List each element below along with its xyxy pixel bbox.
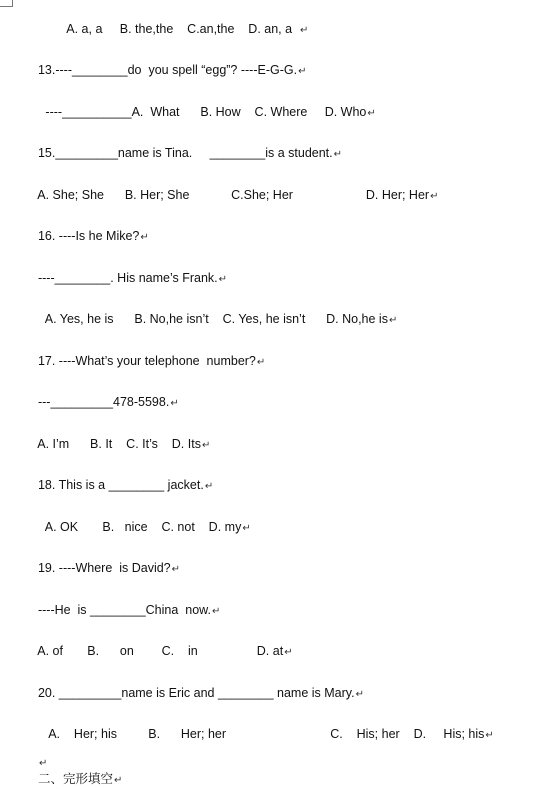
paragraph-mark: ↵ <box>140 232 149 243</box>
paragraph-mark: ↵ <box>201 440 211 451</box>
paragraph-mark: ↵ <box>218 274 228 285</box>
paragraph-mark: ↵ <box>300 25 309 36</box>
paragraph-mark: ↵ <box>430 191 439 202</box>
paragraph-mark: ↵ <box>113 775 123 786</box>
paragraph-mark: ↵ <box>204 481 214 492</box>
paragraph-mark: ↵ <box>298 66 307 77</box>
q19-options: A. of B. on C. in D. at↵ <box>37 644 293 658</box>
q13-question: 13.----________do you spell “egg”? ----E-G-G.↵ <box>37 63 307 77</box>
q13-options: ----__________A. What B. How C. Where D. Who↵ <box>41 105 376 119</box>
paragraph-mark: ↵ <box>256 357 266 368</box>
paragraph-mark: ↵ <box>367 108 376 119</box>
paragraph-mark: ↵ <box>284 647 293 658</box>
q19-question: 19. ----Where is David?↵ <box>37 561 181 575</box>
paragraph-mark: ↵ <box>333 149 343 160</box>
q17-options: A. I’m B. It C. It’s D. Its↵ <box>37 437 211 451</box>
q16-question: 16. ----Is he Mike?↵ <box>37 229 149 243</box>
q20-question: 20. _________name is Eric and ________ name is Mary.↵ <box>37 686 364 700</box>
paragraph-mark: ↵ <box>355 689 364 700</box>
paragraph-mark: ↵ <box>171 564 181 575</box>
section-heading-cloze: 二、完形填空↵ <box>37 772 123 786</box>
q12-options: A. a, a B. the,the C.an,the D. an, a ↵ <box>66 22 309 36</box>
q15-options: A. She; She B. Her; She C.She; Her D. Her; Her↵ <box>37 188 439 202</box>
paragraph-mark: ↵ <box>485 730 494 741</box>
q18-options: A. OK B. nice C. not D. my↵ <box>41 520 251 534</box>
q20-options: A. Her; his B. Her; her C. His; her D. His; his↵ <box>41 727 494 741</box>
q15-question: 15._________name is Tina. ________is a student.↵ <box>37 146 343 160</box>
q16-options: A. Yes, he is B. No,he isn’t C. Yes, he isn’t D. No,he is↵ <box>41 312 398 326</box>
paragraph-mark: ↵ <box>242 523 251 534</box>
paragraph-mark: ↵ <box>170 398 179 409</box>
q17-answer: ---_________478-5598.↵ <box>37 395 179 409</box>
paragraph-mark: ↵ <box>388 315 398 326</box>
q18-question: 18. This is a ________ jacket.↵ <box>37 478 214 492</box>
page-corner-mark <box>0 0 13 7</box>
paragraph-mark: ↵ <box>38 758 48 769</box>
q16-answer: ----________. His name’s Frank.↵ <box>37 271 228 285</box>
paragraph-mark: ↵ <box>211 606 221 617</box>
q17-question: 17. ----What’s your telephone number?↵ <box>37 354 266 368</box>
q19-answer: ----He is ________China now.↵ <box>37 603 221 617</box>
